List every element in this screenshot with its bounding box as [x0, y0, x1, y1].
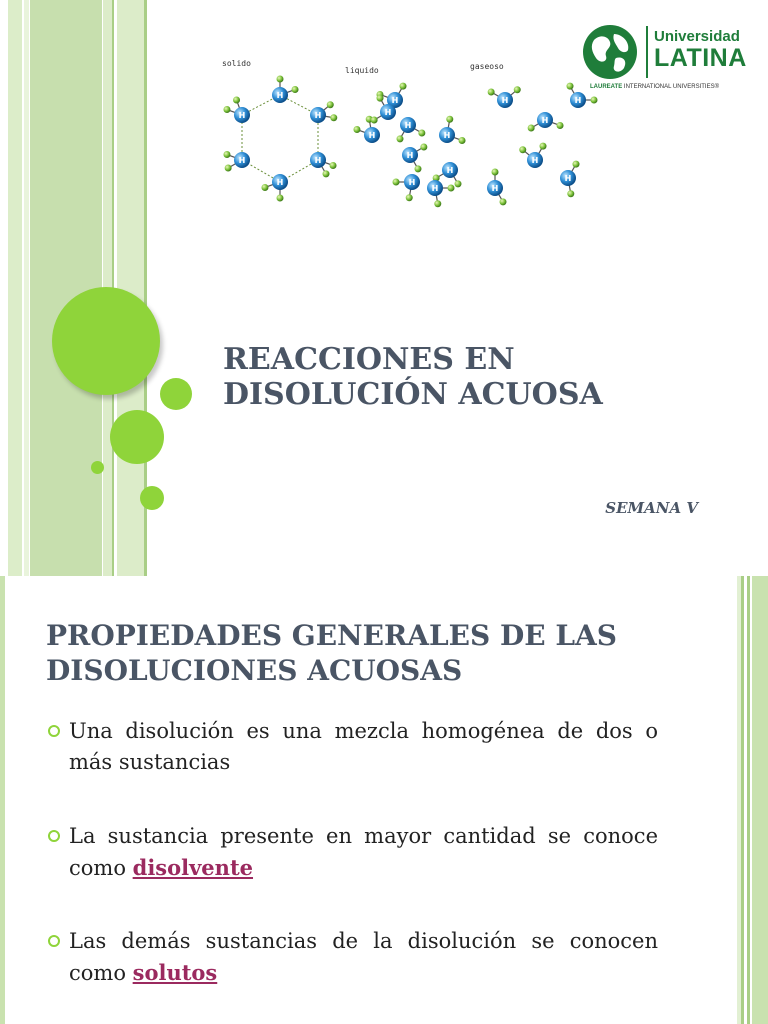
- water-molecule: [487, 169, 507, 206]
- slide-subtitle: SEMANA V: [605, 499, 698, 517]
- bullet-marker-icon: [48, 830, 60, 842]
- svg-text:H: H: [531, 156, 539, 165]
- svg-text:H: H: [391, 96, 399, 105]
- tagline-bold: LAUREATE: [590, 84, 623, 90]
- hydrogen-atom: [233, 96, 240, 103]
- decor-circle: [140, 486, 164, 510]
- hydrogen-atom: [420, 144, 427, 151]
- svg-text:H: H: [564, 174, 572, 183]
- hydrogen-atom: [353, 126, 360, 133]
- svg-text:H: H: [238, 111, 246, 120]
- hydrogen-atom: [492, 169, 499, 176]
- hydrogen-atom: [418, 130, 425, 137]
- bullet-text: [69, 821, 658, 884]
- hydrogen-atom: [540, 143, 547, 150]
- decor-stripe: [0, 0, 8, 576]
- hydrogen-atom: [400, 83, 407, 90]
- decor-stripe: [752, 576, 768, 1024]
- hydrogen-atom: [397, 135, 404, 142]
- decor-circle: [91, 461, 104, 474]
- logo-text-universidad: Universidad: [654, 28, 740, 45]
- logo-divider: [646, 26, 648, 78]
- water-molecules-illustration: [210, 70, 610, 215]
- hydrogen-atom: [261, 184, 268, 191]
- hydrogen-atom: [327, 101, 334, 108]
- water-molecule: [488, 86, 521, 108]
- svg-text:H: H: [384, 108, 392, 117]
- hydrogen-atom: [415, 165, 422, 172]
- water-molecule: [310, 101, 337, 123]
- water-molecule: [402, 144, 427, 173]
- bullet-text-part: Las demás sustancias de la disolución se conocen como: [69, 929, 658, 985]
- label-gas: gaseoso: [470, 62, 504, 71]
- svg-text:H: H: [408, 178, 416, 187]
- water-molecule: [272, 76, 299, 104]
- water-molecule: [560, 161, 580, 198]
- bullet-item: [48, 926, 658, 989]
- hydrogen-atom: [591, 97, 598, 104]
- hydrogen-atom: [567, 83, 574, 90]
- svg-text:H: H: [314, 111, 322, 120]
- svg-text:H: H: [446, 166, 454, 175]
- hydrogen-atom: [459, 137, 466, 144]
- water-molecule: [261, 174, 288, 202]
- decor-circle: [160, 378, 192, 410]
- water-molecule: [223, 96, 250, 123]
- svg-text:H: H: [443, 131, 451, 140]
- hydrogen-atom: [573, 161, 580, 168]
- decor-stripe: [0, 576, 5, 1024]
- tagline-rest: INTERNATIONAL UNIVERSITIES®: [622, 84, 720, 90]
- globe-icon: [582, 24, 638, 80]
- svg-text:H: H: [406, 151, 414, 160]
- hydrogen-atom: [377, 95, 384, 102]
- hydrogen-atom: [500, 198, 507, 205]
- label-liquid: liquido: [345, 66, 379, 75]
- decor-stripe: [8, 0, 22, 576]
- hydrogen-atom: [330, 162, 337, 169]
- university-logo: [580, 22, 750, 92]
- water-molecule: [427, 180, 455, 207]
- logo-tagline: [590, 84, 719, 90]
- svg-text:H: H: [368, 131, 376, 140]
- bullet-item: [48, 716, 658, 778]
- hydrogen-atom: [371, 117, 378, 124]
- svg-text:H: H: [501, 96, 509, 105]
- svg-text:H: H: [276, 178, 284, 187]
- svg-text:H: H: [431, 184, 439, 193]
- logo-text-latina: LATINA: [654, 44, 747, 72]
- label-solid: solido: [222, 59, 251, 68]
- hydrogen-atom: [455, 180, 462, 187]
- bullet-text-part: La sustancia presente en mayor cantidad se conoce como: [69, 824, 658, 880]
- decor-stripe: [24, 0, 29, 576]
- hydrogen-atom: [277, 76, 284, 83]
- hydrogen-atom: [323, 170, 330, 177]
- hydrogen-atom: [406, 194, 413, 201]
- svg-text:H: H: [314, 156, 322, 165]
- bullet-item: [48, 821, 658, 884]
- water-molecule: [223, 151, 250, 171]
- svg-text:H: H: [238, 156, 246, 165]
- term-disolvente: disolvente: [132, 855, 254, 880]
- water-molecule: [397, 117, 426, 142]
- slide-title: PROPIEDADES GENERALES DE LAS DISOLUCIONES ACUOSAS: [46, 619, 617, 687]
- water-molecule: [519, 143, 546, 168]
- water-molecule: [528, 112, 564, 132]
- hydrogen-atom: [225, 165, 232, 172]
- bullet-text: [69, 926, 658, 989]
- water-molecule: [310, 152, 337, 177]
- water-molecule: [439, 116, 466, 144]
- svg-text:H: H: [404, 121, 412, 130]
- decor-stripe: [117, 0, 144, 576]
- slide-title: REACCIONES EN DISOLUCIÓN ACUOSA: [223, 342, 603, 412]
- hydrogen-atom: [393, 179, 400, 186]
- hydrogen-atom: [488, 89, 495, 96]
- bullet-text-part: Una disolución es una mezcla homogénea de dos o más sustancias: [69, 719, 658, 774]
- svg-text:H: H: [574, 96, 582, 105]
- hydrogen-atom: [528, 125, 535, 132]
- hydrogen-atom: [514, 86, 521, 93]
- svg-text:H: H: [491, 184, 499, 193]
- bullet-marker-icon: [48, 935, 60, 947]
- content-slide: [0, 576, 768, 1024]
- hydrogen-atom: [223, 151, 230, 158]
- hydrogen-atom: [292, 86, 299, 93]
- decor-stripe: [747, 576, 750, 1024]
- svg-text:H: H: [541, 116, 549, 125]
- bullet-text: [69, 716, 658, 778]
- hydrogen-atom: [330, 114, 337, 121]
- water-molecule: [393, 174, 421, 201]
- hydrogen-atom: [519, 146, 526, 153]
- term-solutos: solutos: [132, 960, 218, 985]
- hydrogen-atom: [434, 200, 441, 207]
- hydrogen-atom: [223, 106, 230, 113]
- decor-stripe: [741, 576, 744, 1024]
- svg-text:H: H: [276, 91, 284, 100]
- hydrogen-atom: [557, 122, 564, 129]
- decor-circle: [110, 410, 164, 464]
- hydrogen-atom: [567, 190, 574, 197]
- hydrogen-atom: [448, 185, 455, 192]
- hydrogen-atom: [277, 195, 284, 202]
- hydrogen-atom: [446, 116, 453, 123]
- bullet-marker-icon: [48, 725, 60, 737]
- decor-circle-large: [52, 287, 160, 395]
